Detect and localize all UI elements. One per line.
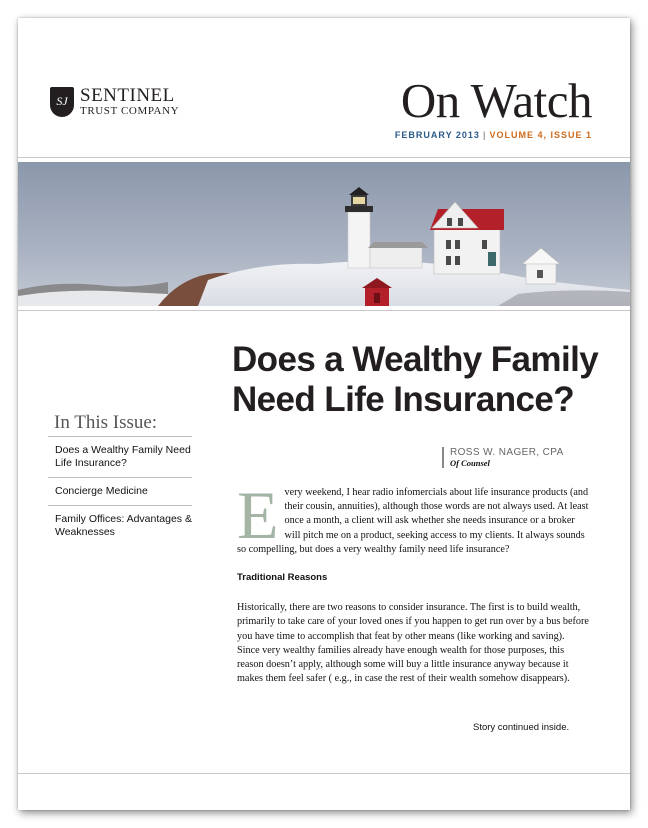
- red-hut-door: [374, 293, 380, 303]
- article-paragraph: Historically, there are two reasons to consider insurance. The first is to build wealth, primarily to take care of your loved ones if you happen to get run over by a bus before you have time to accomplish that feat by other means (like working and saving). Since very wealthy families already have enough wealth for those purposes, this reason doesn’t apply, although some will buy a little insurance anyway because it makes them feel safer ( e.g., in case the rest of their wealth somehow disappears).: [237, 602, 589, 685]
- shield-icon: SJ: [50, 87, 74, 117]
- lighthouse-tower: [348, 212, 370, 268]
- article-headline: Does a Wealthy Family Need Life Insurance?: [232, 340, 599, 419]
- annex-roof: [368, 242, 428, 248]
- house-window: [446, 256, 451, 265]
- paragraph-text: very weekend, I hear radio infomercials about life insurance products (and their cousin, annuities), although those words are not always used. At least once a month, a client will ask whether she needs insurance or a broker will pitch me on a product, seeking access to my clients. It always sounds so compelling, but does a very wealthy family need life insurance?: [237, 487, 589, 555]
- keeper-annex: [370, 246, 422, 268]
- lighthouse-banner-image: [18, 162, 630, 306]
- toc-item-life-insurance[interactable]: Does a Wealthy Family Need Life Insurance?: [48, 436, 192, 477]
- footer-divider: [18, 773, 630, 774]
- author-name: ROSS W. NAGER, CPA: [450, 447, 564, 458]
- lighthouse-gallery: [345, 206, 373, 212]
- section-heading: Traditional Reasons: [237, 572, 328, 584]
- header-divider: [18, 157, 630, 158]
- byline: [442, 447, 564, 468]
- masthead-title: On Watch: [400, 73, 592, 128]
- drop-cap: E: [237, 477, 279, 553]
- newsletter-page: [18, 18, 630, 810]
- logo-name: SENTINEL: [80, 85, 175, 106]
- issue-line: [395, 130, 592, 140]
- article-body: [237, 477, 589, 686]
- house-door: [488, 252, 496, 266]
- toc-title: In This Issue:: [54, 412, 158, 433]
- house-window: [455, 256, 460, 265]
- banner-divider: [18, 310, 630, 311]
- house-window: [482, 240, 487, 249]
- keepers-house: [434, 228, 500, 274]
- toc-item-concierge-medicine[interactable]: Concierge Medicine: [48, 477, 192, 505]
- house-window: [446, 240, 451, 249]
- toc-item-family-offices[interactable]: Family Offices: Advantages & Weaknesses: [48, 505, 192, 546]
- article-paragraph: [237, 477, 589, 557]
- lighthouse-light: [353, 197, 365, 204]
- house-window: [458, 218, 463, 226]
- logo-subtitle: TRUST COMPANY: [80, 105, 180, 117]
- sentinel-logo[interactable]: [50, 86, 179, 117]
- house-window: [455, 240, 460, 249]
- logo-text: [80, 86, 179, 117]
- continued-note[interactable]: Story continued inside.: [473, 722, 570, 733]
- table-of-contents: [48, 436, 192, 546]
- author-role: Of Counsel: [450, 458, 490, 468]
- shed-window: [537, 270, 543, 278]
- issue-date: FEBRUARY 2013: [394, 130, 480, 140]
- issue-volume: VOLUME 4, ISSUE 1: [489, 130, 592, 140]
- issue-separator: |: [482, 130, 487, 140]
- house-window: [447, 218, 452, 226]
